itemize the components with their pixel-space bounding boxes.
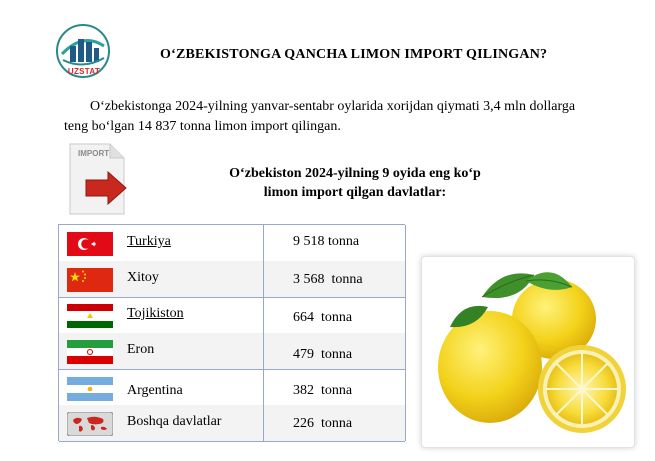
import-table: [58, 224, 405, 441]
table-row: [59, 225, 405, 262]
import-value: 664 tonna: [293, 310, 353, 325]
page-title: O‘ZBEKISTONGA QANCHA LIMON IMPORT QILINGAN?: [160, 47, 548, 62]
table-row: [59, 405, 405, 442]
import-value: 479 tonna: [293, 347, 353, 362]
subtitle-line-2: limon import qilgan davlatlar:: [263, 185, 447, 200]
table-row: [59, 297, 405, 334]
argentina-flag-icon: [67, 377, 113, 401]
world-map-icon: [67, 412, 113, 436]
country-name: Xitoy: [127, 270, 159, 285]
subtitle-line-1: O‘zbekiston 2024-yilning 9 oyida eng ko‘p: [229, 166, 481, 181]
table-row: [59, 369, 405, 406]
lemons-image: [422, 257, 634, 447]
country-name: Turkiya: [127, 234, 171, 249]
lemon-photo: [421, 256, 635, 448]
import-value: 3 568 tonna: [293, 272, 363, 287]
import-value: 382 tonna: [293, 383, 353, 398]
logo-text: UZSTAT: [67, 67, 101, 76]
iran-flag-icon: [67, 340, 113, 364]
china-flag-icon: [67, 268, 113, 292]
table-row: [59, 261, 405, 298]
table-row: [59, 333, 405, 370]
import-value: 9 518 tonna: [293, 234, 360, 249]
country-name: Boshqa davlatlar: [127, 414, 222, 429]
country-name: Eron: [127, 342, 155, 357]
import-icon-label: IMPORT: [78, 149, 110, 158]
country-name: Tojikiston: [127, 306, 184, 321]
import-value: 226 tonna: [293, 416, 353, 431]
table-subtitle: [190, 164, 520, 202]
tajikistan-flag-icon: [67, 304, 113, 328]
country-name: Argentina: [127, 383, 183, 398]
turkey-flag-icon: [67, 232, 113, 256]
intro-paragraph: O‘zbekistonga 2024-yilning yanvar-sentabr oylarida xorijdan qiymati 3,4 mln dollarga teng bo‘lgan 14 837 tonna limon import qilingan.: [64, 99, 576, 134]
import-document-icon: [64, 140, 134, 220]
